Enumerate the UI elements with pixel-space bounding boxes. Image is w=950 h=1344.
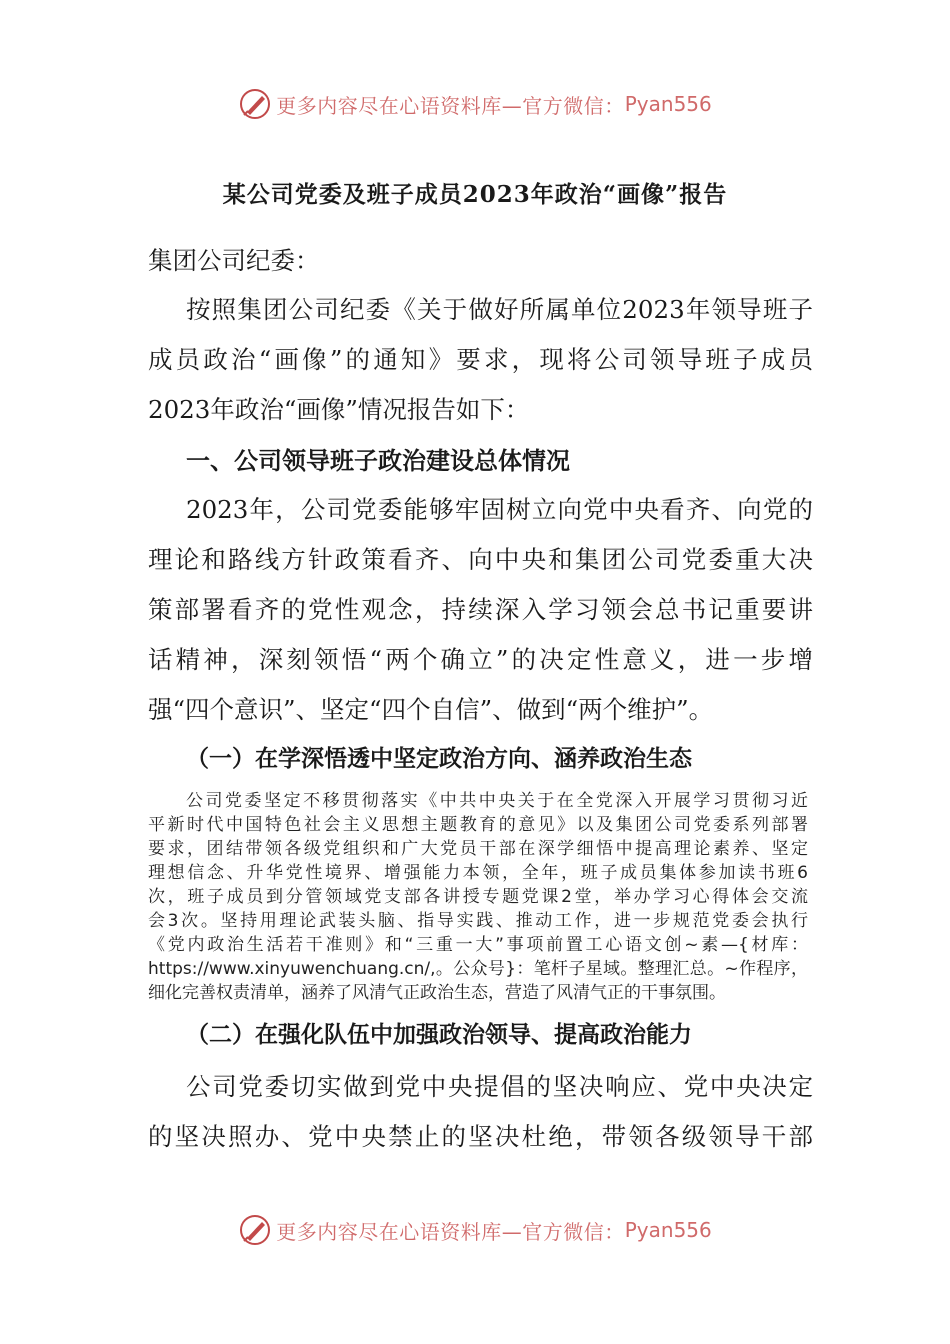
section-heading-1: 一、公司领导班子政治建设总体情况 (186, 447, 570, 475)
small-line: 细化完善权责清单，涵养了风清气正政治生态，营造了风清气正的干事氛围。 (148, 983, 726, 1003)
watermark-banner-top (0, 82, 950, 126)
subsection-heading-1: （一）在学深悟透中坚定政治方向、涵养政治生态 (186, 746, 692, 772)
body-line: 公司党委切实做到党中央提倡的坚决响应、党中央决定 (186, 1072, 813, 1101)
body-line: 话精神，深刻领悟“两个确立”的决定性意义，进一步增 (148, 645, 813, 674)
watermark-banner-bottom (0, 1208, 950, 1252)
pen-logo-icon (238, 87, 272, 121)
body-line: 2023年，公司党委能够牢固树立向党中央看齐、向党的 (186, 495, 813, 524)
body-line: 理论和路线方针政策看齐、向中央和集团公司党委重大决 (148, 545, 813, 574)
body-line: 强“四个意识”、坚定“四个自信”、做到“两个维护”。 (148, 695, 714, 724)
small-line: 《党内政治生活若干准则》和“三重一大”事项前置工心语文创~素—{材库： (148, 935, 808, 955)
body-line: 策部署看齐的党性观念，持续深入学习领会总书记重要讲 (148, 595, 813, 624)
small-line: 会3次。坚持用理论武装头脑、指导实践、推动工作，进一步规范党委会执行 (148, 911, 808, 931)
small-line: 平新时代中国特色社会主义思想主题教育的意见》以及集团公司党委系列部署 (148, 815, 808, 835)
salutation: 集团公司纪委： (148, 246, 320, 275)
pen-logo-icon (238, 1213, 272, 1247)
intro-line: 2023年政治“画像”情况报告如下： (148, 395, 530, 424)
intro-line: 成员政治“画像”的通知》要求，现将公司领导班子成员 (148, 345, 813, 374)
subsection-heading-2: （二）在强化队伍中加强政治领导、提高政治能力 (186, 1022, 692, 1048)
intro-line: 按照集团公司纪委《关于做好所属单位2023年领导班子 (186, 295, 813, 324)
small-line: 理想信念、升华党性境界、增强能力本领，全年，班子成员集体参加读书班6 (148, 863, 808, 883)
document-title: 某公司党委及班子成员2023年政治“画像”报告 (222, 181, 728, 208)
watermark-text: 更多内容尽在心语资料库—官方微信： (276, 93, 625, 118)
watermark-wechat: Pyan556 (624, 1218, 712, 1242)
watermark-wechat: Pyan556 (624, 92, 712, 116)
small-line: 次，班子成员到分管领域党支部各讲授专题党课2堂，举办学习心得体会交流 (148, 887, 808, 907)
small-line: 公司党委坚定不移贯彻落实《中共中央关于在全党深入开展学习贯彻习近 (186, 791, 808, 811)
body-line: 的坚决照办、党中央禁止的坚决杜绝，带领各级领导干部 (148, 1122, 813, 1151)
watermark-text: 更多内容尽在心语资料库—官方微信： (276, 1219, 625, 1244)
small-line: https://www.xinyuwenchuang.cn/,。公众号}：笔杆子星域。整理汇总。~作程序， (148, 959, 808, 979)
small-line: 要求，团结带领各级党组织和广大党员干部在深学细悟中提高理论素养、坚定 (148, 839, 808, 859)
